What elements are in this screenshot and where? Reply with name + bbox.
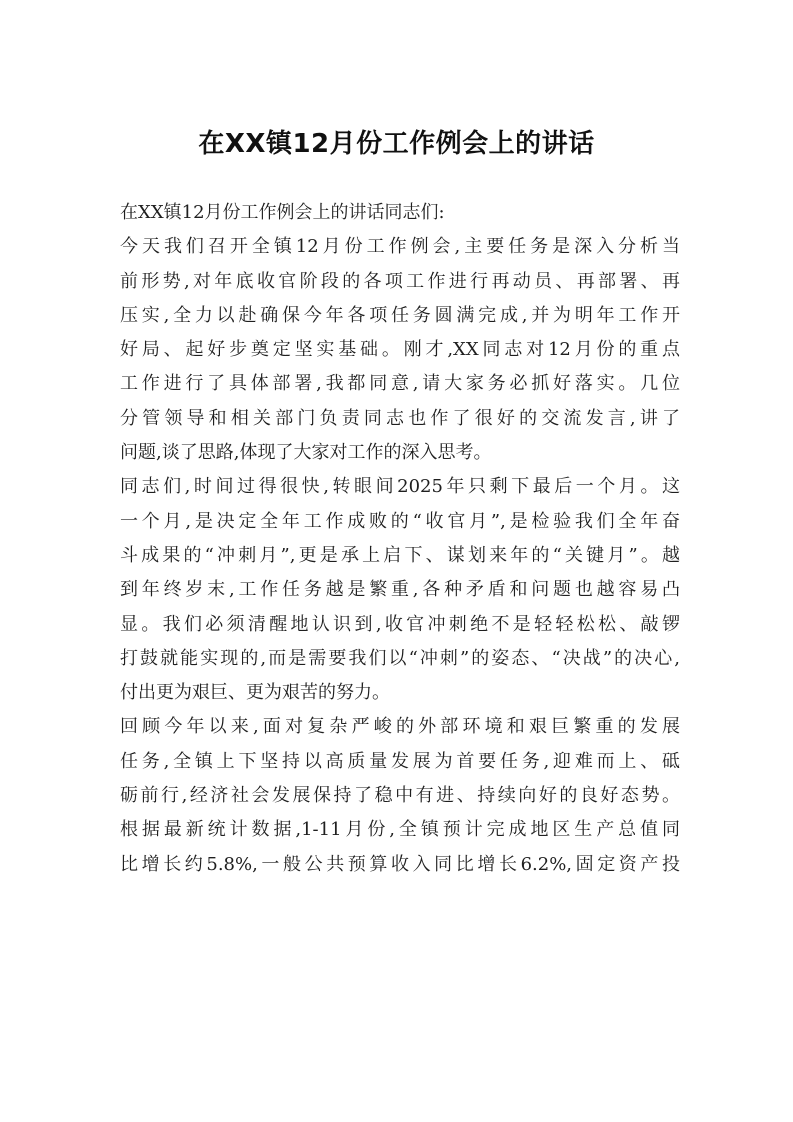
body-line: 显。我们必须清醒地认识到,收官冲刺绝不是轻轻松松、敲锣 [120,613,680,635]
body-line: 砺前行,经济社会发展保持了稳中有进、持续向好的良好态势。 [120,785,680,807]
document-title: 在XX镇12月份工作例会上的讲话 [198,129,595,159]
body-line: 问题,谈了思路,体现了大家对工作的深入思考。 [120,442,492,464]
body-line: 前形势,对年底收官阶段的各项工作进行再动员、再部署、再 [120,270,680,292]
body-line: 任务,全镇上下坚持以高质量发展为首要任务,迎难而上、砥 [120,750,680,772]
body-line: 工作进行了具体部署,我都同意,请大家务必抓好落实。几位 [120,373,680,395]
body-line: 到年终岁末,工作任务越是繁重,各种矛盾和问题也越容易凸 [120,579,680,601]
body-line: 在XX镇12月份工作例会上的讲话同志们: [120,202,445,223]
body-line: 付出更为艰巨、更为艰苦的努力。 [120,682,390,704]
body-line: 好局、起好步奠定坚实基础。刚才,XX同志对12月份的重点 [120,339,680,361]
body-line: 回顾今年以来,面对复杂严峻的外部环境和艰巨繁重的发展 [120,716,680,738]
body-line: 斗成果的“冲刺月”,更是承上启下、谋划来年的“关键月”。越 [120,544,680,566]
body-line: 比增长约5.8%,一般公共预算收入同比增长6.2%,固定资产投 [120,853,680,875]
body-line: 分管领导和相关部门负责同志也作了很好的交流发言,讲了 [120,407,680,429]
document-body [120,196,680,882]
body-line: 今天我们召开全镇12月份工作例会,主要任务是深入分析当 [120,236,680,258]
body-line: 根据最新统计数据,1-11月份,全镇预计完成地区生产总值同 [120,819,680,841]
body-line: 同志们,时间过得很快,转眼间2025年只剩下最后一个月。这 [120,476,680,498]
body-line: 一个月,是决定全年工作成败的“收官月”,是检验我们全年奋 [120,510,680,532]
body-line: 打鼓就能实现的,而是需要我们以“冲刺”的姿态、“决战”的决心, [120,647,680,669]
body-line: 压实,全力以赴确保今年各项任务圆满完成,并为明年工作开 [120,304,680,326]
